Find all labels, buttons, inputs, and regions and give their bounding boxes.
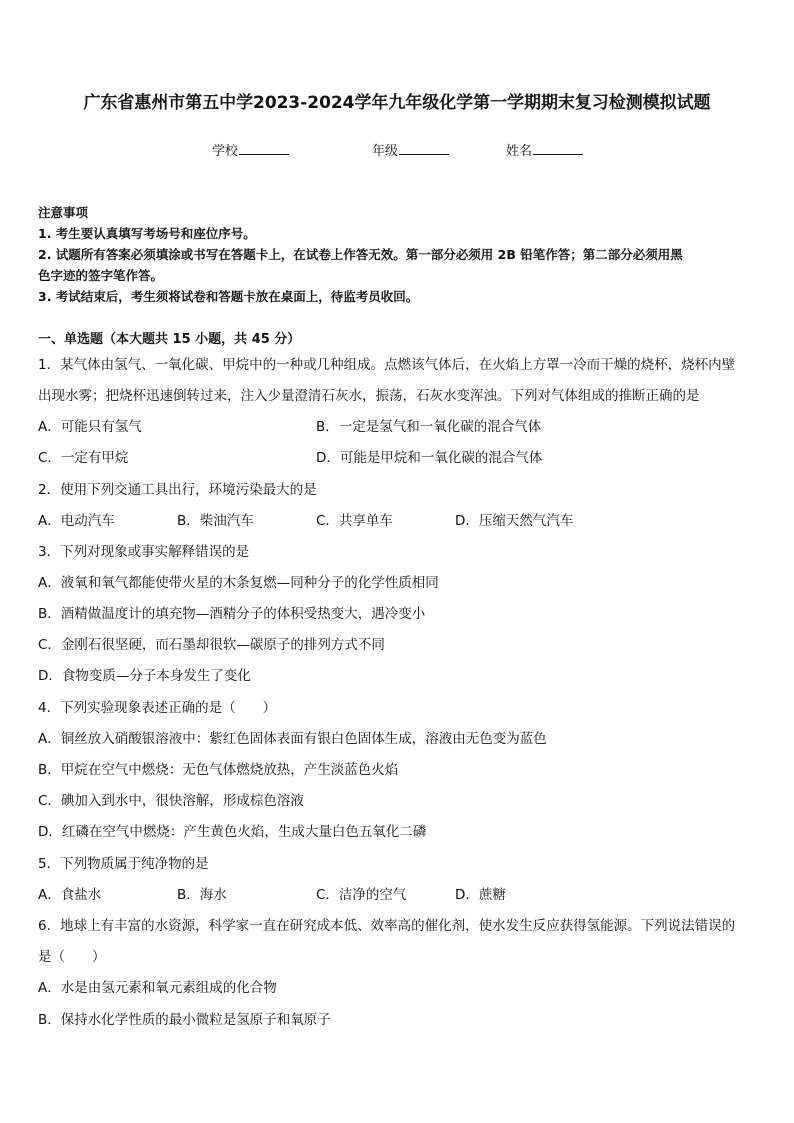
question-1-option-a: A．可能只有氢气 bbox=[38, 419, 142, 435]
note-item: 2. 试题所有答案必须填涂或书写在答题卡上，在试卷上作答无效。第一部分必须用 2B 铅笔作答；第二部分必须用黑 bbox=[38, 247, 683, 262]
question-5-option-c: C．洁净的空气 bbox=[316, 887, 407, 903]
question-1-option-b: B．一定是氢气和一氧化碳的混合气体 bbox=[316, 419, 542, 435]
name-label: 姓名 bbox=[506, 144, 533, 159]
school-label: 学校 bbox=[212, 144, 239, 159]
question-4-stem: 4．下列实验现象表述正确的是（ ） bbox=[38, 700, 277, 716]
notes-heading: 注意事项 bbox=[38, 205, 89, 220]
question-2-stem: 2．使用下列交通工具出行，环境污染最大的是 bbox=[38, 482, 317, 498]
note-item: 色字迹的签字笔作答。 bbox=[38, 268, 164, 283]
name-blank bbox=[533, 142, 583, 155]
question-6-stem: 6．地球上有丰富的水资源，科学家一直在研究成本低、效率高的催化剂，使水发生反应获得氢能源。下列说法错误的 bbox=[38, 918, 736, 934]
name-field bbox=[506, 140, 583, 159]
question-6-option-a: A．水是由氢元素和氧元素组成的化合物 bbox=[38, 980, 277, 996]
question-2-option-c: C．共享单车 bbox=[316, 513, 393, 529]
question-1-stem-cont: 出现水雾；把烧杯迅速倒转过来，注入少量澄清石灰水，振荡，石灰水变浑浊。下列对气体组成的推断正确的是 bbox=[38, 388, 700, 404]
note-item: 3. 考试结束后，考生须将试卷和答题卡放在桌面上，待监考员收回。 bbox=[38, 289, 419, 304]
question-6-stem-cont: 是（ ） bbox=[38, 949, 106, 965]
question-4-option-a: A．铜丝放入硝酸银溶液中：紫红色固体表面有银白色固体生成，溶液由无色变为蓝色 bbox=[38, 731, 547, 747]
page-title: 广东省惠州市第五中学2023-2024学年九年级化学第一学期期末复习检测模拟试题 bbox=[83, 92, 711, 112]
question-3-option-b: B．酒精做温度计的填充物—酒精分子的体积受热变大，遇冷变小 bbox=[38, 606, 426, 622]
question-5-option-b: B．海水 bbox=[177, 887, 227, 903]
question-5-stem: 5．下列物质属于纯净物的是 bbox=[38, 856, 209, 872]
question-3-option-d: D．食物变质—分子本身发生了变化 bbox=[38, 668, 251, 684]
school-blank bbox=[239, 142, 289, 155]
question-4-option-c: C．碘加入到水中，很快溶解，形成棕色溶液 bbox=[38, 793, 304, 809]
question-2-option-a: A．电动汽车 bbox=[38, 513, 115, 529]
question-3-option-a: A．液氧和氧气都能使带火星的木条复燃—同种分子的化学性质相同 bbox=[38, 575, 439, 591]
school-field bbox=[212, 140, 289, 159]
grade-label: 年级 bbox=[372, 144, 399, 159]
grade-blank bbox=[399, 142, 449, 155]
question-5-option-a: A．食盐水 bbox=[38, 887, 102, 903]
section-heading: 一、单选题（本大题共 15 小题，共 45 分） bbox=[38, 332, 301, 347]
question-3-stem: 3．下列对现象或事实解释错误的是 bbox=[38, 544, 250, 560]
question-4-option-d: D．红磷在空气中燃烧：产生黄色火焰，生成大量白色五氧化二磷 bbox=[38, 824, 427, 840]
question-1-option-d: D．可能是甲烷和一氧化碳的混合气体 bbox=[316, 450, 543, 466]
question-4-option-b: B．甲烷在空气中燃烧：无色气体燃烧放热，产生淡蓝色火焰 bbox=[38, 762, 399, 778]
question-2-option-d: D．压缩天然气汽车 bbox=[455, 513, 574, 529]
question-3-option-c: C．金刚石很坚硬，而石墨却很软—碳原子的排列方式不同 bbox=[38, 637, 385, 653]
question-6-option-b: B．保持水化学性质的最小微粒是氢原子和氧原子 bbox=[38, 1012, 331, 1028]
question-5-option-d: D．蔗糖 bbox=[455, 887, 506, 903]
question-1-stem: 1．某气体由氢气、一氧化碳、甲烷中的一种或几种组成。点燃该气体后，在火焰上方罩一冷而干燥的烧杯，烧杯内壁 bbox=[38, 357, 736, 373]
question-2-option-b: B．柴油汽车 bbox=[177, 513, 254, 529]
note-item: 1. 考生要认真填写考场号和座位序号。 bbox=[38, 226, 256, 241]
question-1-option-c: C．一定有甲烷 bbox=[38, 450, 129, 466]
grade-field bbox=[372, 140, 449, 159]
